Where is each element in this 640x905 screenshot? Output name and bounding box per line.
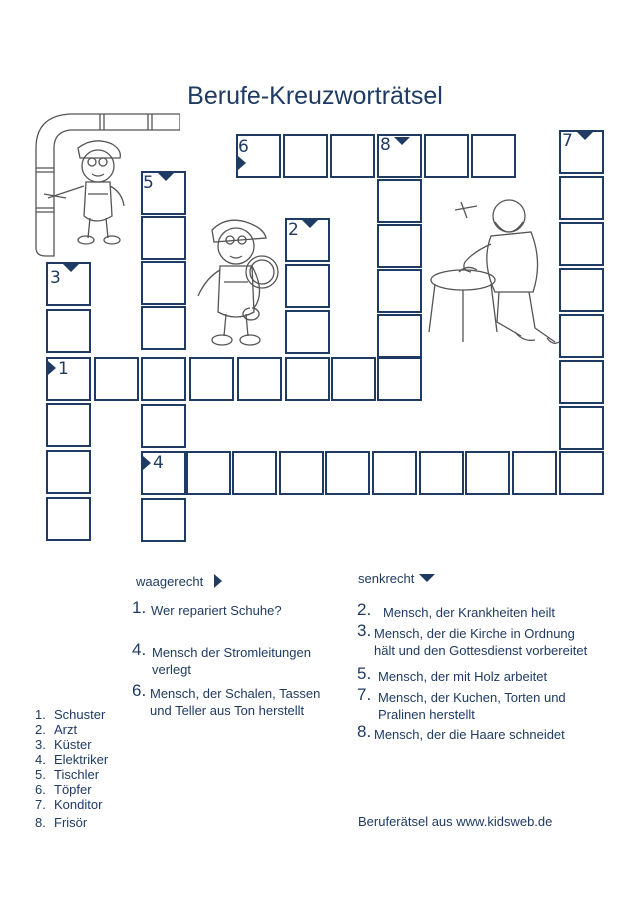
arrow-down-icon <box>302 220 318 228</box>
clue-number: 1. <box>132 598 147 617</box>
grid-cell-6-across[interactable] <box>471 134 516 178</box>
grid-cell-7-down[interactable] <box>559 222 604 266</box>
grid-cell-4-across[interactable] <box>419 451 464 495</box>
down-clue <box>357 722 627 743</box>
answer-item <box>35 797 102 812</box>
across-clue <box>132 598 352 619</box>
grid-cell-5-down[interactable] <box>141 261 186 305</box>
answer-item <box>35 752 108 767</box>
clue-number: 8. <box>357 722 372 741</box>
arrow-right-icon <box>238 156 246 170</box>
grid-number-8: 8 <box>380 135 391 155</box>
answer-number: 2. <box>35 722 46 737</box>
answer-word: Frisör <box>54 815 88 830</box>
answer-item <box>35 707 105 722</box>
clue-text-line2: Pralinen herstellt <box>378 707 475 722</box>
grid-number-2: 2 <box>288 220 299 240</box>
arrow-down-icon <box>577 132 593 140</box>
grid-cell-7-down[interactable] <box>559 176 604 220</box>
plumber-boy-illustration <box>36 136 136 248</box>
grid-cell-2-down[interactable] <box>285 264 330 308</box>
answer-item <box>35 737 92 752</box>
answer-word: Schuster <box>54 707 106 722</box>
grid-cell-3-down[interactable] <box>46 450 91 494</box>
credit-text: Beruferätsel aus www.kidsweb.de <box>358 814 553 829</box>
grid-cell-7-down[interactable] <box>559 314 604 358</box>
clue-text: Mensch, der mit Holz arbeitet <box>378 669 548 684</box>
answer-number: 1. <box>35 707 46 722</box>
answer-word: Küster <box>54 737 92 752</box>
grid-cell-3-down[interactable] <box>46 403 91 447</box>
grid-cell-1-across[interactable] <box>331 357 376 401</box>
answer-item <box>35 782 92 797</box>
grid-cell-1-across[interactable] <box>141 357 186 401</box>
arrow-right-icon <box>214 574 222 588</box>
clue-text-line2: verlegt <box>152 662 192 677</box>
answer-word: Arzt <box>54 722 78 737</box>
answer-number: 6. <box>35 782 46 797</box>
down-heading <box>358 571 414 586</box>
clue-text-line2: und Teller aus Ton herstellt <box>150 703 305 718</box>
grid-cell-4-across[interactable] <box>465 451 510 495</box>
grid-cell-8-down[interactable] <box>377 179 422 223</box>
clue-number: 6. <box>132 681 147 700</box>
clue-number: 7. <box>357 685 372 704</box>
clue-number: 3. <box>357 621 372 640</box>
answer-word: Tischler <box>54 767 100 782</box>
answer-number: 3. <box>35 737 46 752</box>
grid-cell-1-across[interactable] <box>285 357 330 401</box>
grid-cell-4-across[interactable] <box>279 451 324 495</box>
clue-number: 2. <box>357 600 372 619</box>
answer-number: 7. <box>35 797 46 812</box>
grid-cell-8-down[interactable] <box>377 224 422 268</box>
grid-cell-1-across[interactable] <box>237 357 282 401</box>
grid-cell-4-across[interactable] <box>325 451 370 495</box>
clue-text: Wer repariert Schuhe? <box>151 603 282 618</box>
grid-number-1: 1 <box>58 359 69 379</box>
doctor-boy-illustration <box>190 212 290 350</box>
page-title: Berufe-Kreuzworträtsel <box>187 82 443 110</box>
grid-number-4: 4 <box>153 453 164 473</box>
grid-cell-6-across[interactable] <box>283 134 328 178</box>
grid-cell-8-down[interactable] <box>377 314 422 358</box>
arrow-right-icon <box>143 456 151 470</box>
clue-text: Mensch, der Schalen, Tassen <box>150 686 321 701</box>
clue-text: Mensch, der Krankheiten heilt <box>383 605 555 620</box>
down-clue <box>357 621 627 659</box>
clue-text-line2: hält und den Gottesdienst vorbereitet <box>374 643 588 658</box>
arrow-down-icon <box>419 574 435 582</box>
clue-number: 4. <box>132 640 147 659</box>
grid-cell-4-across[interactable] <box>559 451 604 495</box>
grid-number-7: 7 <box>562 131 573 151</box>
shoemaker-illustration <box>425 192 560 352</box>
grid-cell-2-down[interactable] <box>285 310 330 354</box>
grid-cell-4-across[interactable] <box>232 451 277 495</box>
grid-cell-7-down[interactable] <box>559 360 604 404</box>
arrow-down-icon <box>394 137 410 145</box>
across-heading-label: waagerecht <box>136 574 204 589</box>
answer-word: Elektriker <box>54 752 109 767</box>
clue-text: Mensch, der die Haare schneidet <box>374 727 565 742</box>
across-clue <box>132 640 352 678</box>
clue-text: Mensch der Stromleitungen <box>152 645 311 660</box>
grid-cell-5-down[interactable] <box>141 404 186 448</box>
grid-cell-1-across[interactable] <box>377 357 422 401</box>
across-clue <box>132 681 352 719</box>
clue-text: Mensch, der Kuchen, Torten und <box>378 690 566 705</box>
grid-cell-1-across[interactable] <box>189 357 234 401</box>
answer-number: 4. <box>35 752 46 767</box>
grid-cell-4-across[interactable] <box>512 451 557 495</box>
grid-cell-5-down[interactable] <box>141 306 186 350</box>
answer-item <box>35 722 77 737</box>
answer-number: 8. <box>35 815 46 830</box>
clue-text: Mensch, der die Kirche in Ordnung <box>374 626 575 641</box>
down-clue <box>357 685 627 723</box>
grid-cell-6-across[interactable] <box>424 134 469 178</box>
grid-number-3: 3 <box>50 268 61 288</box>
answer-word: Konditor <box>54 797 103 812</box>
grid-cell-4-across[interactable] <box>372 451 417 495</box>
answer-item <box>35 767 99 782</box>
grid-cell-4-across[interactable] <box>186 451 231 495</box>
grid-cell-8-down[interactable] <box>377 269 422 313</box>
clue-number: 5. <box>357 664 372 683</box>
grid-cell-6-across[interactable] <box>330 134 375 178</box>
grid-cell-7-down[interactable] <box>559 268 604 312</box>
arrow-right-icon <box>48 361 56 375</box>
grid-number-5: 5 <box>143 173 154 193</box>
grid-cell-1-across[interactable] <box>94 357 139 401</box>
across-heading <box>136 574 203 589</box>
grid-number-6: 6 <box>238 137 249 157</box>
grid-cell-5-down[interactable] <box>141 498 186 542</box>
answer-item <box>35 815 87 830</box>
answer-number: 5. <box>35 767 46 782</box>
down-heading-label: senkrecht <box>358 571 415 586</box>
down-clue <box>357 664 627 685</box>
grid-cell-7-down[interactable] <box>559 406 604 450</box>
down-clue <box>357 600 627 621</box>
grid-cell-3-down[interactable] <box>46 309 91 353</box>
grid-cell-3-down[interactable] <box>46 497 91 541</box>
arrow-down-icon <box>63 264 79 272</box>
answer-word: Töpfer <box>54 782 92 797</box>
